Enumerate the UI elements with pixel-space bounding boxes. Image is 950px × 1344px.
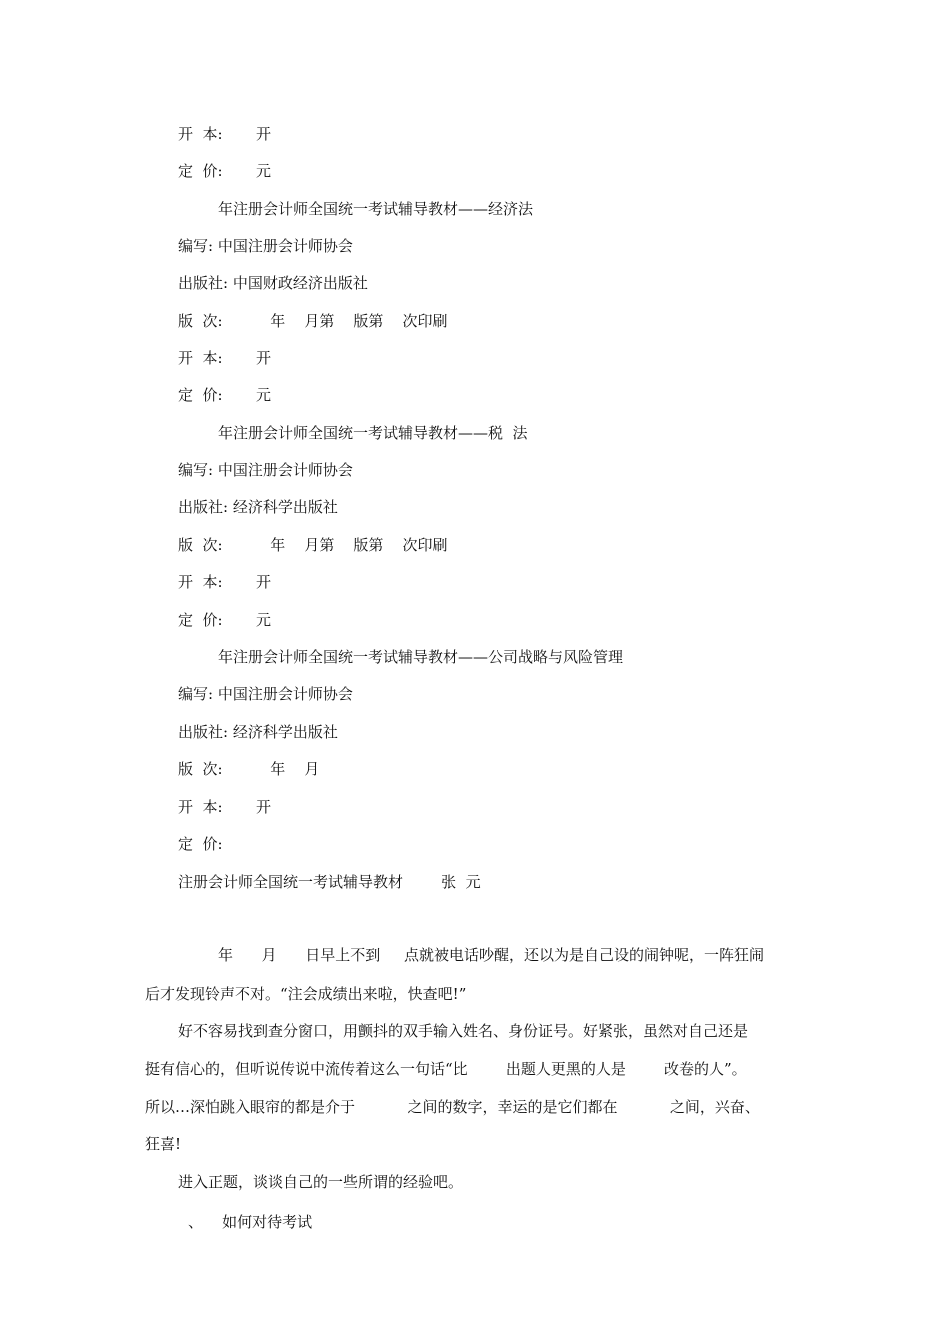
paragraph-line: 好不容易找到查分窗口，用颤抖的双手输入姓名、身份证号。好紧张，虽然对自己还是 [178, 1022, 749, 1040]
price-line: 定 价: 元 [178, 611, 271, 629]
paragraph-line: 狂喜! [145, 1135, 182, 1153]
paragraph-line: 年 月 日早上不到 点就被电话吵醒，还以为是自己设的闹钟呢，一阵狂闹 [218, 946, 765, 964]
author-line: 编写: 中国注册会计师协会 [178, 237, 353, 255]
publisher-line: 出版社: 中国财政经济出版社 [178, 274, 368, 292]
paragraph-line: 后才发现铃声不对。“注会成绩出来啦，快查吧!” [145, 985, 467, 1003]
author-line: 编写: 中国注册会计师协会 [178, 685, 353, 703]
book-title: 年注册会计师全国统一考试辅导教材——税 法 [218, 424, 528, 442]
author-line: 编写: 中国注册会计师协会 [178, 461, 353, 479]
paragraph-line: 进入正题，谈谈自己的一些所谓的经验吧。 [178, 1173, 464, 1191]
price-line: 定 价: [178, 835, 223, 853]
book-title: 年注册会计师全国统一考试辅导教材——经济法 [218, 200, 534, 218]
edition-line: 版 次: 年 月 [178, 760, 320, 778]
price-line: 定 价: 元 [178, 386, 271, 404]
price-line: 定 价: 元 [178, 162, 271, 180]
format-line: 开 本: 开 [178, 125, 271, 143]
edition-line: 版 次: 年 月第 版第 次印刷 [178, 536, 448, 554]
section-heading: 、 如何对待考试 [188, 1213, 313, 1231]
publisher-line: 出版社: 经济科学出版社 [178, 723, 338, 741]
paragraph-line: 所以…深怕跳入眼帘的都是介于 之间的数字，幸运的是它们都在 之间，兴奋、 [145, 1098, 760, 1116]
format-line: 开 本: 开 [178, 798, 271, 816]
format-line: 开 本: 开 [178, 349, 271, 367]
total-line: 注册会计师全国统一考试辅导教材 张 元 [178, 873, 481, 891]
book-title: 年注册会计师全国统一考试辅导教材——公司战略与风险管理 [218, 648, 624, 666]
format-line: 开 本: 开 [178, 573, 271, 591]
edition-line: 版 次: 年 月第 版第 次印刷 [178, 312, 448, 330]
publisher-line: 出版社: 经济科学出版社 [178, 498, 338, 516]
paragraph-line: 挺有信心的，但听说传说中流传着这么一句话“比 出题人更黑的人是 改卷的人”。 [145, 1060, 747, 1078]
